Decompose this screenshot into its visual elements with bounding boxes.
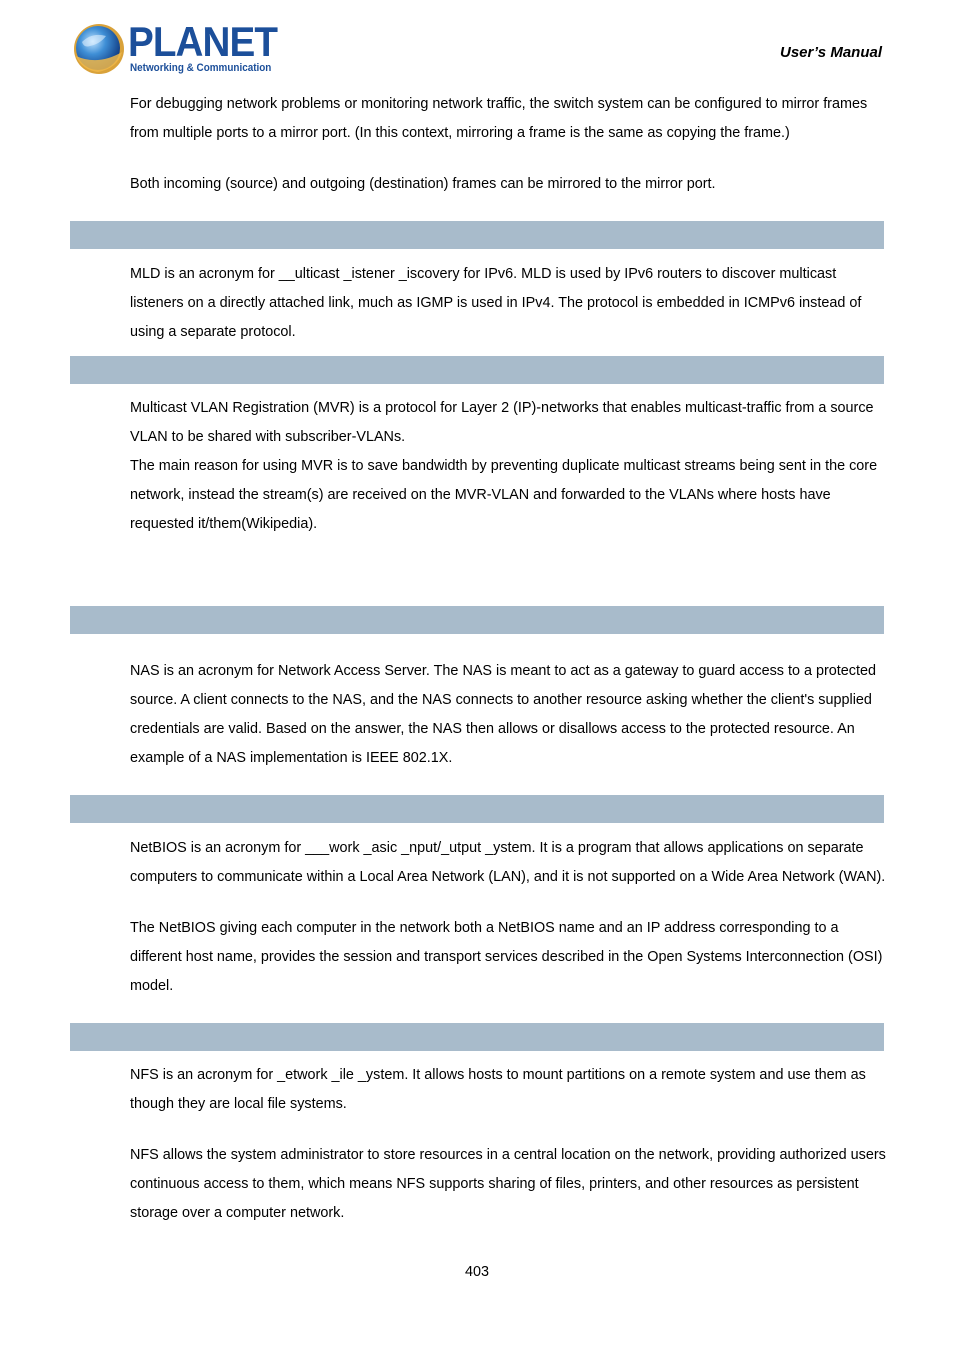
text-line: listeners on a directly attached link, much as IGMP is used in IPv4. The protocol is embedded in ICMPv6 instead of <box>130 295 862 311</box>
text-line: NetBIOS is an acronym for ___work _asic _nput/_utput _ystem. It is a program that allows applications on separate <box>130 840 864 856</box>
text-line: Multicast VLAN Registration (MVR) is a protocol for Layer 2 (IP)-networks that enables multicast-traffic from a source <box>130 400 874 416</box>
netbios-paragraph-2 <box>130 914 886 1001</box>
text-line: model. <box>130 978 174 994</box>
text-line: computers to communicate within a Local Area Network (LAN), and it is not supported on a Wide Area Network (WAN). <box>130 869 886 885</box>
mirror-paragraph-2 <box>130 170 886 199</box>
mvr-paragraph <box>130 394 886 539</box>
globe-icon <box>72 22 126 76</box>
text-line: VLAN to be shared with subscriber-VLANs. <box>130 429 406 445</box>
text-line: The NetBIOS giving each computer in the network both a NetBIOS name and an IP address corresponding to a <box>130 920 839 936</box>
section-bar-mvr <box>70 356 884 384</box>
text-line: The main reason for using MVR is to save bandwidth by preventing duplicate multicast streams being sent in the core <box>130 458 878 474</box>
section-bar-netbios <box>70 795 884 823</box>
section-bar-nfs <box>70 1023 884 1051</box>
text-line: example of a NAS implementation is IEEE 802.1X. <box>130 750 453 766</box>
text-line: NFS allows the system administrator to store resources in a central location on the network, providing authorized users <box>130 1147 886 1163</box>
text-line: different host name, provides the session and transport services described in the Open Systems Interconnection (OSI) <box>130 949 883 965</box>
logo-tagline: Networking & Communication <box>130 62 272 74</box>
text-line: from multiple ports to a mirror port. (In this context, mirroring a frame is the same as copying the frame.) <box>130 125 790 141</box>
text-line: network, instead the stream(s) are received on the MVR-VLAN and forwarded to the VLANs where hosts have <box>130 487 831 503</box>
text-line: NAS is an acronym for Network Access Server. The NAS is meant to act as a gateway to guard access to a protected <box>130 663 876 679</box>
nfs-paragraph-1 <box>130 1061 886 1119</box>
page-number: 403 <box>464 1264 489 1280</box>
text-line: storage over a computer network. <box>130 1205 345 1221</box>
manual-title: User’s Manual <box>780 44 882 61</box>
text-line: Both incoming (source) and outgoing (destination) frames can be mirrored to the mirror port. <box>130 176 716 192</box>
planet-logo <box>72 18 278 78</box>
section-bar-mld <box>70 221 884 249</box>
nas-paragraph <box>130 657 886 773</box>
mld-paragraph <box>130 260 886 347</box>
text-line: For debugging network problems or monitoring network traffic, the switch system can be configured to mirror frames <box>130 96 868 112</box>
nfs-paragraph-2 <box>130 1141 886 1228</box>
netbios-paragraph-1 <box>130 834 886 892</box>
text-line: credentials are valid. Based on the answer, the NAS then allows or disallows access to the protected resource. An <box>130 721 855 737</box>
text-line: NFS is an acronym for _etwork _ile _ystem. It allows hosts to mount partitions on a remote system and use them as <box>130 1067 866 1083</box>
text-line: though they are local file systems. <box>130 1096 347 1112</box>
section-bar-nas <box>70 606 884 634</box>
logo-wordmark: PLANET <box>128 18 278 65</box>
text-line: using a separate protocol. <box>130 324 296 340</box>
text-line: source. A client connects to the NAS, and the NAS connects to another resource asking whether the client's supplied <box>130 692 872 708</box>
text-line: continuous access to them, which means NFS supports sharing of files, printers, and other resources as persistent <box>130 1176 859 1192</box>
mirror-paragraph-1 <box>130 90 886 148</box>
text-line: requested it/them(Wikipedia). <box>130 516 318 532</box>
text-line: MLD is an acronym for __ulticast _istener _iscovery for IPv6. MLD is used by IPv6 routers to discover multicast <box>130 266 837 282</box>
